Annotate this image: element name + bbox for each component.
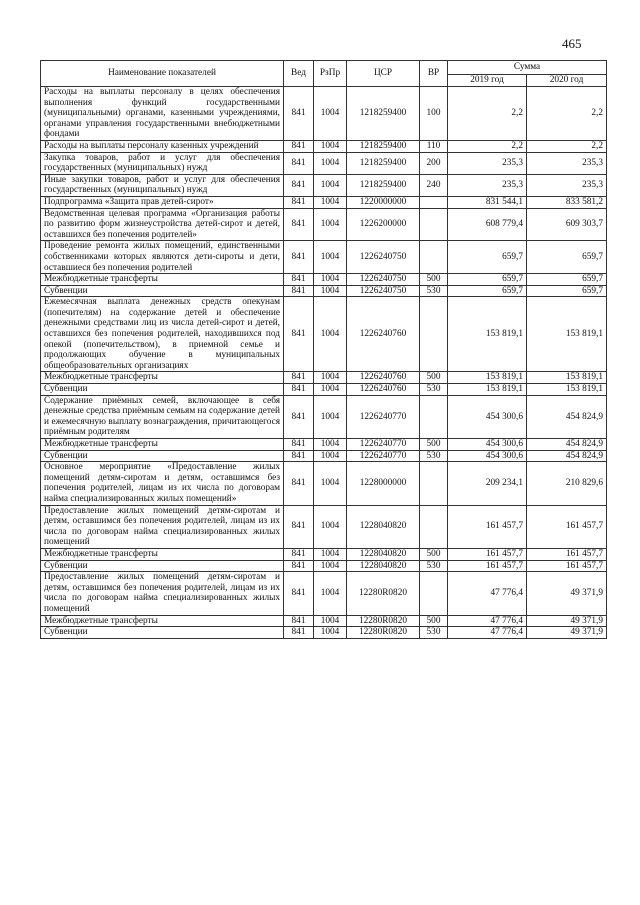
- cell-ved: 841: [284, 241, 314, 274]
- cell-y2020: 235,3: [527, 174, 607, 196]
- cell-name: Подпрограмма «Защита прав детей-сирот»: [41, 196, 284, 208]
- cell-vr: 500: [420, 548, 448, 560]
- cell-ved: 841: [284, 450, 314, 462]
- header-ved: Вед: [284, 61, 314, 87]
- cell-csr: 12280R0820: [347, 627, 420, 639]
- cell-y2019: 235,3: [448, 174, 527, 196]
- cell-ved: 841: [284, 395, 314, 438]
- cell-y2019: 659,7: [448, 274, 527, 286]
- table-row: [41, 274, 607, 286]
- cell-rzpr: 1004: [314, 285, 347, 297]
- cell-ved: 841: [284, 548, 314, 560]
- table-row: [41, 152, 607, 174]
- cell-y2020: 454 824,9: [527, 450, 607, 462]
- cell-y2020: 210 829,6: [527, 462, 607, 505]
- cell-csr: 1226240770: [347, 439, 420, 451]
- table-row: [41, 372, 607, 384]
- cell-y2019: 153 819,1: [448, 297, 527, 372]
- cell-ved: 841: [284, 560, 314, 572]
- cell-csr: 1226200000: [347, 208, 420, 241]
- cell-name: Предоставление жилых помещений детям-сиротам и детям, оставшимся без попечения родителей, лицам из их числа по договорам найма специализированных жилых помещений: [41, 572, 284, 615]
- cell-name: Межбюджетные трансферты: [41, 439, 284, 451]
- table-row: [41, 439, 607, 451]
- cell-ved: 841: [284, 615, 314, 627]
- cell-vr: 240: [420, 174, 448, 196]
- cell-csr: 1218259400: [347, 140, 420, 152]
- cell-csr: 1218259400: [347, 152, 420, 174]
- cell-y2019: 2,2: [448, 87, 527, 141]
- cell-y2020: 153 819,1: [527, 372, 607, 384]
- cell-vr: [420, 208, 448, 241]
- cell-rzpr: 1004: [314, 140, 347, 152]
- cell-name: Субвенции: [41, 285, 284, 297]
- cell-y2019: 47 776,4: [448, 627, 527, 639]
- table-row: [41, 208, 607, 241]
- cell-csr: 1220000000: [347, 196, 420, 208]
- cell-y2020: 659,7: [527, 285, 607, 297]
- cell-y2020: 161 457,7: [527, 548, 607, 560]
- cell-y2020: 49 371,9: [527, 572, 607, 615]
- cell-name: Субвенции: [41, 627, 284, 639]
- cell-name: Основное мероприятие «Предоставление жилых помещений детям-сиротам и детям, оставшимся без попечения родителей, лицам из их числа по договорам найма специализированных жилых помещений»: [41, 462, 284, 505]
- cell-y2019: 161 457,7: [448, 560, 527, 572]
- table-row: [41, 548, 607, 560]
- cell-rzpr: 1004: [314, 87, 347, 141]
- cell-name: Межбюджетные трансферты: [41, 274, 284, 286]
- cell-y2019: 454 300,6: [448, 395, 527, 438]
- cell-csr: 1226240770: [347, 450, 420, 462]
- cell-vr: [420, 241, 448, 274]
- cell-rzpr: 1004: [314, 627, 347, 639]
- table-row: [41, 615, 607, 627]
- cell-csr: 1228040820: [347, 548, 420, 560]
- cell-y2020: 235,3: [527, 152, 607, 174]
- cell-y2020: 659,7: [527, 241, 607, 274]
- cell-ved: 841: [284, 505, 314, 548]
- cell-csr: 12280R0820: [347, 615, 420, 627]
- cell-y2019: 209 234,1: [448, 462, 527, 505]
- cell-rzpr: 1004: [314, 208, 347, 241]
- table-row: [41, 241, 607, 274]
- table-row: [41, 285, 607, 297]
- table-row: [41, 462, 607, 505]
- cell-y2020: 454 824,9: [527, 439, 607, 451]
- cell-y2019: 454 300,6: [448, 439, 527, 451]
- cell-y2020: 153 819,1: [527, 297, 607, 372]
- cell-rzpr: 1004: [314, 384, 347, 396]
- cell-vr: [420, 196, 448, 208]
- cell-rzpr: 1004: [314, 548, 347, 560]
- cell-rzpr: 1004: [314, 572, 347, 615]
- cell-name: Содержание приёмных семей, включающее в себя денежные средства приёмным семьям на содержание детей и ежемесячную выплату вознаграждения, причитающегося приёмным родителям: [41, 395, 284, 438]
- cell-name: Иные закупки товаров, работ и услуг для обеспечения государственных (муниципальных) нужд: [41, 174, 284, 196]
- table-row: [41, 395, 607, 438]
- cell-name: Расходы на выплаты персоналу казенных учреждений: [41, 140, 284, 152]
- cell-csr: 1228040820: [347, 505, 420, 548]
- cell-ved: 841: [284, 87, 314, 141]
- cell-name: Субвенции: [41, 560, 284, 572]
- cell-vr: [420, 505, 448, 548]
- cell-y2019: 47 776,4: [448, 615, 527, 627]
- cell-name: Закупка товаров, работ и услуг для обеспечения государственных (муниципальных) нужд: [41, 152, 284, 174]
- cell-vr: [420, 297, 448, 372]
- table-row: [41, 140, 607, 152]
- cell-ved: 841: [284, 274, 314, 286]
- cell-csr: 1226240760: [347, 384, 420, 396]
- cell-rzpr: 1004: [314, 152, 347, 174]
- cell-ved: 841: [284, 439, 314, 451]
- cell-rzpr: 1004: [314, 615, 347, 627]
- table-row: [41, 384, 607, 396]
- cell-csr: 1226240750: [347, 274, 420, 286]
- cell-y2020: 2,2: [527, 140, 607, 152]
- cell-y2020: 49 371,9: [527, 627, 607, 639]
- cell-vr: [420, 572, 448, 615]
- cell-y2019: 831 544,1: [448, 196, 527, 208]
- cell-ved: 841: [284, 208, 314, 241]
- cell-ved: 841: [284, 297, 314, 372]
- cell-csr: 12280R0820: [347, 572, 420, 615]
- cell-vr: 100: [420, 87, 448, 141]
- cell-y2020: 161 457,7: [527, 560, 607, 572]
- cell-vr: [420, 462, 448, 505]
- cell-csr: 1226240760: [347, 372, 420, 384]
- table-row: [41, 505, 607, 548]
- cell-vr: 500: [420, 274, 448, 286]
- cell-ved: 841: [284, 152, 314, 174]
- cell-y2019: 153 819,1: [448, 372, 527, 384]
- cell-y2020: 153 819,1: [527, 384, 607, 396]
- cell-y2019: 659,7: [448, 285, 527, 297]
- cell-rzpr: 1004: [314, 395, 347, 438]
- cell-vr: 530: [420, 450, 448, 462]
- table-row: [41, 560, 607, 572]
- cell-rzpr: 1004: [314, 274, 347, 286]
- cell-rzpr: 1004: [314, 372, 347, 384]
- header-name: Наименование показателей: [41, 61, 284, 87]
- cell-y2019: 2,2: [448, 140, 527, 152]
- cell-name: Ведомственная целевая программа «Организация работы по развитию форм жизнеустройства детей-сирот и детей, оставшихся без попечения родителей»: [41, 208, 284, 241]
- cell-y2019: 659,7: [448, 241, 527, 274]
- budget-table: [40, 60, 607, 639]
- cell-vr: 530: [420, 384, 448, 396]
- cell-csr: 1218259400: [347, 174, 420, 196]
- table-row: [41, 196, 607, 208]
- cell-ved: 841: [284, 572, 314, 615]
- cell-vr: 530: [420, 285, 448, 297]
- cell-name: Межбюджетные трансферты: [41, 548, 284, 560]
- cell-rzpr: 1004: [314, 462, 347, 505]
- cell-vr: 110: [420, 140, 448, 152]
- cell-rzpr: 1004: [314, 505, 347, 548]
- cell-y2019: 161 457,7: [448, 505, 527, 548]
- table-row: [41, 174, 607, 196]
- cell-y2020: 161 457,7: [527, 505, 607, 548]
- header-csr: ЦСР: [347, 61, 420, 87]
- cell-ved: 841: [284, 285, 314, 297]
- table-row: [41, 450, 607, 462]
- cell-rzpr: 1004: [314, 450, 347, 462]
- cell-y2020: 659,7: [527, 274, 607, 286]
- cell-csr: 1226240750: [347, 241, 420, 274]
- cell-rzpr: 1004: [314, 560, 347, 572]
- cell-ved: 841: [284, 174, 314, 196]
- cell-y2019: 454 300,6: [448, 450, 527, 462]
- header-2019: 2019 год: [448, 75, 527, 87]
- cell-csr: 1226240770: [347, 395, 420, 438]
- cell-y2020: 49 371,9: [527, 615, 607, 627]
- cell-vr: 500: [420, 439, 448, 451]
- cell-y2019: 608 779,4: [448, 208, 527, 241]
- cell-vr: 500: [420, 372, 448, 384]
- cell-y2020: 833 581,2: [527, 196, 607, 208]
- cell-y2020: 454 824,9: [527, 395, 607, 438]
- cell-ved: 841: [284, 627, 314, 639]
- cell-rzpr: 1004: [314, 174, 347, 196]
- cell-name: Предоставление жилых помещений детям-сиротам и детям, оставшимся без попечения родителей, лицам из их числа по договорам найма специализированных жилых помещений: [41, 505, 284, 548]
- cell-name: Проведение ремонта жилых помещений, единственными собственниками которых являются дети-сироты и дети, оставшиеся без попечения родителей: [41, 241, 284, 274]
- cell-csr: 1226240760: [347, 297, 420, 372]
- cell-csr: 1226240750: [347, 285, 420, 297]
- table-row: [41, 572, 607, 615]
- cell-name: Расходы на выплаты персоналу в целях обеспечения выполнения функций государственными (муниципальными) органами, казенными учреждениями, органами управления государственными внебюджетными фондами: [41, 87, 284, 141]
- cell-rzpr: 1004: [314, 241, 347, 274]
- cell-name: Субвенции: [41, 450, 284, 462]
- cell-ved: 841: [284, 462, 314, 505]
- cell-rzpr: 1004: [314, 297, 347, 372]
- cell-name: Межбюджетные трансферты: [41, 372, 284, 384]
- cell-rzpr: 1004: [314, 439, 347, 451]
- cell-vr: 530: [420, 560, 448, 572]
- cell-vr: [420, 395, 448, 438]
- cell-y2020: 609 303,7: [527, 208, 607, 241]
- cell-vr: 530: [420, 627, 448, 639]
- cell-y2019: 47 776,4: [448, 572, 527, 615]
- cell-ved: 841: [284, 140, 314, 152]
- cell-rzpr: 1004: [314, 196, 347, 208]
- cell-csr: 1228000000: [347, 462, 420, 505]
- cell-ved: 841: [284, 384, 314, 396]
- cell-vr: 200: [420, 152, 448, 174]
- table-row: [41, 297, 607, 372]
- cell-vr: 500: [420, 615, 448, 627]
- header-vr: ВР: [420, 61, 448, 87]
- page-number: 465: [562, 36, 582, 51]
- cell-name: Субвенции: [41, 384, 284, 396]
- header-rzpr: РзПр: [314, 61, 347, 87]
- cell-y2019: 161 457,7: [448, 548, 527, 560]
- cell-csr: 1228040820: [347, 560, 420, 572]
- header-sum: Сумма: [448, 61, 607, 75]
- header-2020: 2020 год: [527, 75, 607, 87]
- cell-y2019: 153 819,1: [448, 384, 527, 396]
- cell-name: Ежемесячная выплата денежных средств опекунам (попечителям) на содержание детей и обеспечение денежными средствами лиц из числа детей-сирот и детей, оставшихся без попечения родителей, находившихся под опекой (попечительством), в приемной семье и продолжающих обучение в муниципальных общеобразовательных организациях: [41, 297, 284, 372]
- cell-ved: 841: [284, 372, 314, 384]
- table-row: [41, 87, 607, 141]
- cell-ved: 841: [284, 196, 314, 208]
- table-row: [41, 627, 607, 639]
- cell-y2019: 235,3: [448, 152, 527, 174]
- cell-name: Межбюджетные трансферты: [41, 615, 284, 627]
- cell-csr: 1218259400: [347, 87, 420, 141]
- cell-y2020: 2,2: [527, 87, 607, 141]
